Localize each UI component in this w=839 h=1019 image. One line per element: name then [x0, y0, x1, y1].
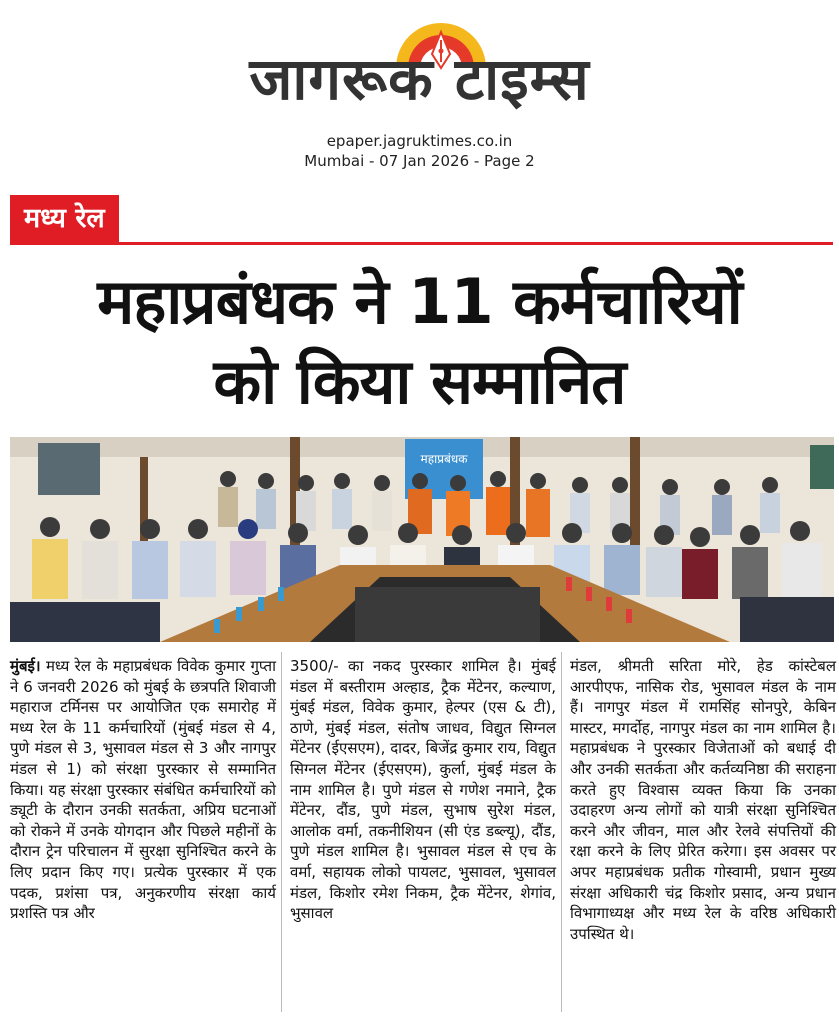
masthead — [0, 0, 839, 185]
article-headline — [0, 262, 839, 422]
news-photo — [10, 437, 834, 642]
photo-banner-text: महाप्रबंधक — [420, 452, 468, 466]
article-column-3-text: मंडल, श्रीमती सरिता मोरे, हेड कांस्टेबल आरपीएफ, नासिक रोड, भुसावल मंडल के नाम हैं। नागपुर मंडल में रामसिंह सोनपुरे, केबिन मास्टर, मगर्दोह, नागपुर मंडल का नाम शामिल है। महाप्रबंधक ने पुरस्कार विजेताओं को बधाई दी और उनकी सतर्कता और कर्तव्यनिष्ठा की सराहना करते हुए विश्वास व्यक्त किया कि उनका उदाहरण अन्य लोगों को यात्री संरक्षा सुनिश्चित करने और जीवन, माल और रेलवे संपत्तियों की रक्षा करने के लिए प्रेरित करेगा। इस अवसर पर अपर महाप्रबंधक प्रतीक गोस्वामी, प्रधान मुख्य संरक्षा अधिकारी चंद्र किशोर प्रसाद, अन्य प्रधान विभागाध्यक्ष और मध्य रेल के वरिष्ठ अधिकारी उपस्थित थे। — [570, 657, 836, 943]
epaper-url: epaper.jagruktimes.co.in — [326, 132, 513, 150]
headline-line-1: महाप्रबंधक ने 11 कर्मचारियों — [97, 265, 742, 338]
column-divider — [281, 652, 282, 1012]
column-divider — [561, 652, 562, 1012]
edition-info: Mumbai - 07 Jan 2026 - Page 2 — [304, 152, 535, 170]
article-column-2 — [290, 656, 556, 924]
award-ceremony-photo-illustration — [10, 437, 834, 642]
article-column-1 — [10, 656, 276, 924]
section-divider — [10, 242, 833, 245]
headline-line-2: को किया सम्मानित — [213, 345, 626, 418]
masthead-logo-text: जागरूक टाइम्स — [249, 45, 590, 113]
article-dateline: मुंबई। — [10, 657, 41, 675]
article-column-1-text: मध्य रेल के महाप्रबंधक विवेक कुमार गुप्ता ने 6 जनवरी 2026 को मुंबई के छत्रपति शिवाजी महाराज टर्मिनस पर आयोजित एक समारोह में मध्य रेल के 11 कर्मचारियों (मुंबई मंडल से 4, पुणे मंडल से 3, भुसावल मंडल से 3 और नागपुर मंडल से 1) को संरक्षा पुरस्कार से सम्मानित किया। यह संरक्षा पुरस्कार संबंधित कर्मचारियों को ड्यूटी के दौरान उनकी सतर्कता, अप्रिय घटनाओं को रोकने में उनके योगदान और पिछले महीनों के दौरान ट्रेन परिचालन में सुरक्षा सुनिश्चित करने के लिए प्रदान किए गए। प्रत्येक पुरस्कार में एक पदक, प्रशंसा पत्र, अनुकरणीय संरक्षा कार्य प्रशस्ति पत्र और — [10, 657, 276, 923]
article-column-3 — [570, 656, 836, 944]
section-label: मध्य रेल — [10, 195, 119, 243]
article-column-2-text: 3500/- का नकद पुरस्कार शामिल है। मुंबई मंडल में बस्तीराम अल्हाड, ट्रैक मेंटेनर, कल्याण, मुंबई मंडल, विवेक कुमार, हेल्पर (एस & टी), ठाणे, मुंबई मंडल, संतोष जाधव, विद्युत सिग्नल मेंटेनर (ईएसएम), दादर, बिजेंद्र कुमार राय, विद्युत सिग्नल मेंटेनर (ईएसएम), कुर्ला, मुंबई मंडल के नाम शामिल है। पुणे मंडल से गणेश नमाने, ट्रैक मेंटेनर, दौंड, पुणे मंडल, सुभाष सुरेश मंडल, आलोक वर्मा, तकनीशियन (सी एंड डब्ल्यू), दौंड, पुणे मंडल शामिल है। भुसावल मंडल से एच के वर्मा, सहायक लोको पायलट, भुसावल, भुसावल मंडल, किशोर रमेश निकम, ट्रैक मेंटेनर, शेगांव, भुसावल — [290, 657, 556, 923]
